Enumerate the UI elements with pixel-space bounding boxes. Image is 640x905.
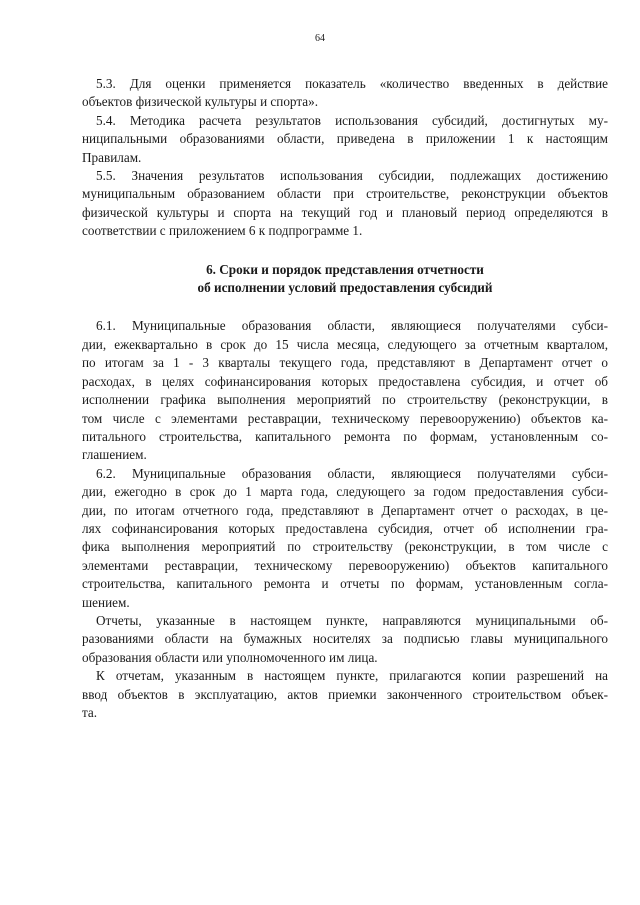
text-line: Отчеты, указанные в настоящем пункте, направляются муниципальными об- [96, 612, 608, 628]
text-line: фика выполнения мероприятий по строительству (реконструкции, в том числе с [82, 539, 608, 555]
page-number: 64 [315, 33, 325, 44]
text-line: объектов физической культуры и спорта». [82, 94, 319, 110]
paragraph-6-2 [82, 465, 608, 612]
section-heading [82, 261, 608, 298]
text-line: Правилам. [82, 149, 142, 165]
text-line: 6.2. Муниципальные образования области, являющиеся получателями субси- [96, 465, 608, 481]
text-line: дии, ежеквартально в срок до 15 числа месяца, следующего за отчетным кварталом, [82, 336, 608, 352]
text-line: глашением. [82, 447, 147, 463]
text-line: та. [82, 705, 98, 720]
text-line: физической культуры и спорта на текущий год и плановый период определяются в [82, 204, 608, 220]
paragraph-reports [82, 612, 608, 667]
paragraph-6-1 [82, 317, 608, 464]
text-line: ввод объектов в эксплуатацию, актов приемки законченного строительством объек- [82, 686, 608, 702]
text-line: лях софинансирования которых предоставлена субсидия, отчет об исполнении гра- [82, 520, 608, 536]
text-line: 5.3. Для оценки применяется показатель «количество введенных в действие [96, 76, 608, 91]
text-line: питального строительства, капитального ремонта по формам, установленным со- [82, 428, 608, 444]
text-line: исполнении графика выполнения мероприятий по строительству (реконструкции, в [82, 392, 608, 408]
heading-line: об исполнении условий предоставления субсидий [197, 280, 493, 296]
text-line: дии, ежегодно в срок до 1 марта года, следующего за годом предоставления субси- [82, 484, 608, 500]
text-line: дии, по итогам отчетного года, представляют в Департамент отчет о расходах, в це- [82, 502, 608, 518]
text-line: 6.1. Муниципальные образования области, являющиеся получателями субси- [96, 318, 608, 334]
document-body [82, 75, 608, 722]
paragraph-5-4 [82, 112, 608, 167]
text-line: том числе с элементами реставрации, техническому перевооружению) объектов ка- [82, 410, 608, 426]
text-line: образования области или уполномоченного им лица. [82, 649, 378, 665]
text-line: по итогам за 1 - 3 кварталы текущего года, представляют в Департамент отчет о [82, 355, 608, 371]
text-line: строительства, капитального ремонта и отчеты по формам, установленным согла- [82, 576, 608, 592]
paragraph-5-3 [82, 75, 608, 112]
text-line: ниципальными образованиями области, приведена в приложении 1 к настоящим [82, 131, 608, 147]
paragraph-attachments [82, 667, 608, 722]
text-line: К отчетам, указанным в настоящем пункте, прилагаются копии разрешений на [96, 668, 608, 684]
text-line: муниципальным образованием области при строительстве, реконструкции объектов [82, 186, 608, 202]
text-line: элементами реставрации, техническому перевооружению) объектов капитального [82, 557, 608, 573]
text-line: 5.4. Методика расчета результатов использования субсидий, достигнутых му- [96, 112, 608, 128]
text-line: разованиями области на бумажных носителях за подписью главы муниципального [82, 631, 608, 647]
text-line: соответствии с приложением 6 к подпрограмме 1. [82, 223, 363, 239]
text-line: 5.5. Значения результатов использования субсидии, подлежащих достижению [96, 168, 608, 184]
text-line: шением. [82, 594, 130, 610]
heading-line: 6. Сроки и порядок представления отчетности [206, 261, 484, 277]
paragraph-5-5 [82, 167, 608, 241]
text-line: расходах, в целях софинансирования которых предоставлена субсидия, и отчет об [82, 373, 608, 389]
